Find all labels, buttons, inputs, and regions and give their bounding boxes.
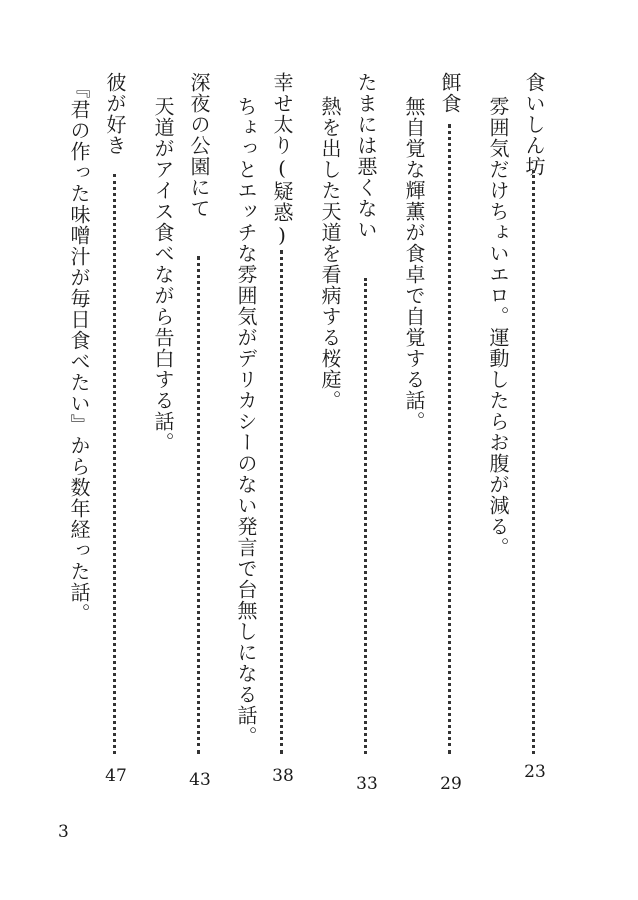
dot-leader bbox=[197, 256, 200, 754]
toc-entry[interactable] bbox=[234, 0, 353, 900]
dot-leader bbox=[364, 278, 367, 754]
entry-title: 幸せ太り(疑惑) bbox=[270, 72, 294, 248]
folio-page-number: 3 bbox=[58, 822, 69, 842]
entry-description: 無自覚な輝薫が食卓で自覚する話。 bbox=[402, 96, 426, 432]
entry-page-number: 47 bbox=[105, 766, 127, 786]
entry-title: 深夜の公園にて bbox=[187, 72, 211, 219]
entry-title: 食いしん坊 bbox=[522, 72, 546, 177]
entry-page-number: 23 bbox=[524, 762, 546, 782]
entry-title: 彼が好き bbox=[103, 72, 127, 156]
dot-leader bbox=[113, 174, 116, 754]
entry-description: 雰囲気だけちょいエロ。運動したらお腹が減る。 bbox=[486, 96, 510, 558]
entry-page-number: 33 bbox=[356, 774, 378, 794]
dot-leader bbox=[532, 170, 535, 754]
dot-leader bbox=[448, 124, 451, 754]
toc-entry[interactable] bbox=[151, 0, 270, 900]
entry-description: 『君の作った味噌汁が毎日食べたい』から数年経った話。 bbox=[67, 78, 91, 624]
entry-page-number: 43 bbox=[189, 770, 211, 790]
entry-description: 熱を出した天道を看病する桜庭。 bbox=[318, 96, 342, 411]
entry-title: 餌食 bbox=[438, 72, 462, 114]
entry-page-number: 29 bbox=[440, 774, 462, 794]
entry-title: たまには悪くない bbox=[354, 72, 378, 240]
entry-description: 天道がアイス食べながら告白する話。 bbox=[151, 96, 175, 453]
entry-page-number: 38 bbox=[272, 766, 294, 786]
entry-description: ちょっとエッチな雰囲気がデリカシーのない発言で台無しになる話。 bbox=[234, 96, 258, 747]
toc-entry[interactable] bbox=[67, 0, 186, 900]
toc-entry[interactable] bbox=[486, 0, 605, 900]
toc-entry[interactable] bbox=[402, 0, 521, 900]
toc-entry[interactable] bbox=[318, 0, 437, 900]
dot-leader bbox=[280, 250, 283, 754]
